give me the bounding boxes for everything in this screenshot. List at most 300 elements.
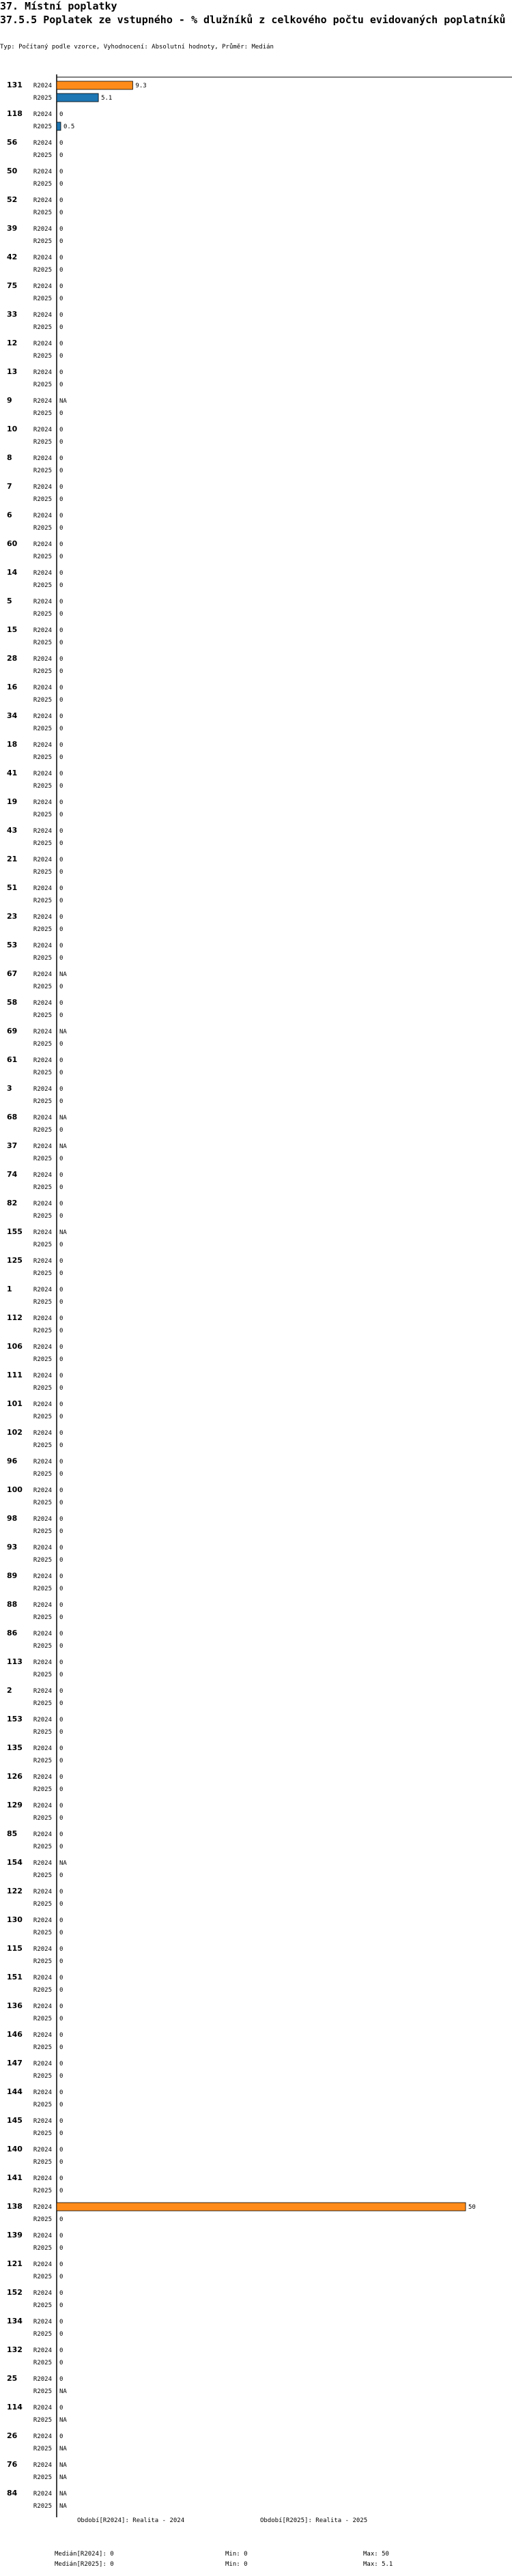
value-label: 0 (59, 1614, 63, 1621)
category-label: 52 (7, 195, 18, 204)
series-label: R2024 (33, 627, 52, 634)
series-label: R2024 (33, 1487, 52, 1494)
series-label: R2025 (33, 2503, 52, 2510)
category-label: 69 (7, 1027, 18, 1035)
series-label: R2025 (33, 1500, 52, 1506)
value-label: 0 (59, 1184, 63, 1191)
value-label: 0 (59, 1745, 63, 1752)
value-label: 0.5 (63, 124, 75, 130)
category-label: 58 (7, 998, 18, 1007)
value-label: 0 (59, 955, 63, 962)
value-label: NA (59, 1029, 67, 1035)
value-label: 0 (59, 1643, 63, 1650)
series-label: R2024 (33, 1401, 52, 1408)
category-label: 132 (7, 2345, 23, 2354)
category-label: 68 (7, 1113, 18, 1121)
value-label: 0 (59, 353, 63, 360)
series-label: R2024 (33, 2319, 52, 2325)
category-label: 23 (7, 912, 18, 921)
series-label: R2024 (33, 1860, 52, 1867)
value-label: 0 (59, 1688, 63, 1695)
value-label: 0 (59, 1328, 63, 1334)
series-label: R2025 (33, 2102, 52, 2108)
value-label: 0 (59, 1774, 63, 1781)
series-label: R2025 (33, 1414, 52, 1420)
value-label: 0 (59, 828, 63, 835)
category-label: 147 (7, 2059, 23, 2067)
value-label: 0 (59, 169, 63, 175)
category-label: 53 (7, 941, 18, 949)
series-label: R2025 (33, 1700, 52, 1707)
value-label: 0 (59, 2319, 63, 2325)
value-label: 0 (59, 713, 63, 720)
series-label: R2025 (33, 2417, 52, 2424)
series-label: R2025 (33, 1385, 52, 1392)
series-label: R2024 (33, 1688, 52, 1695)
value-label: 0 (59, 267, 63, 274)
series-label: R2025 (33, 640, 52, 646)
series-label: R2024 (33, 713, 52, 720)
value-label: 0 (59, 898, 63, 904)
category-label: 96 (7, 1457, 18, 1465)
value-label: 0 (59, 2331, 63, 2338)
series-label: R2025 (33, 496, 52, 503)
value-label: 0 (59, 869, 63, 876)
series-label: R2025 (33, 324, 52, 331)
value-label: 0 (59, 754, 63, 761)
series-label: R2025 (33, 439, 52, 446)
series-label: R2024 (33, 427, 52, 433)
category-label: 85 (7, 1829, 18, 1838)
value-label: 0 (59, 1946, 63, 1953)
value-label: 0 (59, 255, 63, 261)
value-label: NA (59, 2474, 67, 2481)
category-label: 39 (7, 224, 18, 233)
value-label: 0 (59, 926, 63, 933)
series-label: R2024 (33, 1717, 52, 1723)
series-label: R2025 (33, 898, 52, 904)
series-label: R2025 (33, 353, 52, 360)
category-label: 6 (7, 511, 12, 519)
value-label: 0 (59, 1471, 63, 1478)
value-label: 50 (468, 2204, 476, 2211)
value-label: 0 (59, 341, 63, 347)
series-label: R2025 (33, 1442, 52, 1449)
category-label: 129 (7, 1801, 23, 1809)
series-label: R2024 (33, 2061, 52, 2067)
value-label: 0 (59, 2188, 63, 2194)
series-label: R2025 (33, 1356, 52, 1363)
value-label: 0 (59, 554, 63, 560)
value-label: 0 (59, 1172, 63, 1179)
value-label: 0 (59, 1287, 63, 1293)
series-label: R2024 (33, 2175, 52, 2182)
series-label: R2024 (33, 1258, 52, 1265)
value-label: 0 (59, 2147, 63, 2153)
series-label: R2024 (33, 2491, 52, 2498)
series-label: R2024 (33, 140, 52, 147)
series-label: R2024 (33, 1115, 52, 1121)
value-label: 0 (59, 2360, 63, 2366)
category-label: 3 (7, 1084, 12, 1093)
series-label: R2024 (33, 1315, 52, 1322)
series-label: R2024 (33, 2290, 52, 2297)
series-label: R2025 (33, 1041, 52, 1048)
series-label: R2024 (33, 283, 52, 290)
category-label: 51 (7, 883, 18, 892)
value-label: 0 (59, 2016, 63, 2022)
value-label: 0 (59, 1258, 63, 1265)
value-label: 0 (59, 2261, 63, 2268)
category-label: 84 (7, 2489, 18, 2498)
value-label: NA (59, 971, 67, 978)
series-label: R2025 (33, 2302, 52, 2309)
value-label: 0 (59, 455, 63, 462)
series-label: R2025 (33, 754, 52, 761)
series-label: R2024 (33, 1803, 52, 1809)
series-label: R2024 (33, 570, 52, 577)
value-label: 0 (59, 2245, 63, 2252)
series-label: R2025 (33, 1528, 52, 1535)
value-label: 0 (59, 1299, 63, 1306)
value-label: 0 (59, 2032, 63, 2039)
value-label: 0 (59, 1786, 63, 1793)
series-label: R2025 (33, 984, 52, 990)
series-label: R2025 (33, 955, 52, 962)
value-label: 0 (59, 210, 63, 216)
series-label: R2024 (33, 1086, 52, 1093)
stat-median-r2025: Medián[R2025]: 0 (55, 2561, 114, 2568)
value-label: NA (59, 1860, 67, 1867)
value-label: 0 (59, 496, 63, 503)
value-label: 0 (59, 640, 63, 646)
category-label: 50 (7, 167, 18, 175)
series-label: R2024 (33, 1975, 52, 1981)
series-label: R2024 (33, 341, 52, 347)
series-label: R2025 (33, 1213, 52, 1220)
category-label: 145 (7, 2116, 23, 2125)
series-label: R2025 (33, 2446, 52, 2452)
category-label: 82 (7, 1199, 18, 1207)
value-label: 0 (59, 1528, 63, 1535)
series-label: R2025 (33, 1987, 52, 1994)
series-label: R2024 (33, 2003, 52, 2010)
value-label: 0 (59, 2433, 63, 2440)
series-label: R2025 (33, 1786, 52, 1793)
section-title: 37. Místní poplatky (0, 0, 117, 12)
series-label: R2024 (33, 1143, 52, 1150)
category-label: 125 (7, 1256, 23, 1265)
value-label: 0 (59, 1975, 63, 1981)
series-label: R2025 (33, 1098, 52, 1105)
series-label: R2024 (33, 1229, 52, 1236)
value-label: 0 (59, 857, 63, 863)
value-label: 0 (59, 1414, 63, 1420)
series-label: R2025 (33, 1557, 52, 1564)
series-label: R2024 (33, 971, 52, 978)
category-label: 135 (7, 1743, 23, 1752)
value-label: 0 (59, 1889, 63, 1895)
value-label: NA (59, 2446, 67, 2452)
series-label: R2024 (33, 398, 52, 405)
bar-r2025 (57, 122, 61, 130)
category-label: 13 (7, 367, 18, 376)
value-label: 0 (59, 1201, 63, 1207)
bar-r2025 (57, 94, 98, 102)
value-label: 0 (59, 140, 63, 147)
series-label: R2024 (33, 1545, 52, 1551)
series-label: R2025 (33, 554, 52, 560)
category-label: 37 (7, 1141, 18, 1150)
value-label: NA (59, 398, 67, 405)
value-label: 0 (59, 627, 63, 634)
series-label: R2025 (33, 1958, 52, 1965)
series-label: R2024 (33, 2118, 52, 2125)
category-label: 141 (7, 2173, 23, 2182)
category-label: 19 (7, 797, 18, 806)
series-label: R2025 (33, 2245, 52, 2252)
category-label: 93 (7, 1543, 18, 1551)
category-label: 33 (7, 310, 18, 319)
category-label: 140 (7, 2145, 23, 2153)
series-label: R2024 (33, 1573, 52, 1580)
category-label: 122 (7, 1887, 23, 1895)
value-label: NA (59, 1115, 67, 1121)
value-label: 0 (59, 1373, 63, 1379)
value-label: 0 (59, 369, 63, 376)
stat-min-r2024: Min: 0 (225, 2551, 248, 2558)
value-label: 0 (59, 1012, 63, 1019)
series-label: R2025 (33, 2188, 52, 2194)
value-label: 0 (59, 1672, 63, 1678)
value-label: 0 (59, 2073, 63, 2080)
series-label: R2025 (33, 382, 52, 388)
value-label: 0 (59, 840, 63, 847)
category-label: 88 (7, 1600, 18, 1609)
category-label: 152 (7, 2288, 23, 2297)
series-label: R2025 (33, 1242, 52, 1248)
series-label: R2025 (33, 95, 52, 102)
series-label: R2024 (33, 1459, 52, 1465)
category-label: 146 (7, 2030, 23, 2039)
category-label: 136 (7, 2001, 23, 2010)
chart-title: 37.5.5 Poplatek ze vstupného - % dlužníků z celkového počtu evidovaných poplatníků (0, 14, 506, 26)
stat-min-r2025: Min: 0 (225, 2561, 248, 2568)
series-label: R2024 (33, 828, 52, 835)
category-label: 67 (7, 969, 18, 978)
series-label: R2025 (33, 124, 52, 130)
series-label: R2024 (33, 2032, 52, 2039)
series-label: R2025 (33, 668, 52, 675)
series-label: R2025 (33, 1930, 52, 1936)
series-label: R2024 (33, 312, 52, 319)
category-label: 74 (7, 1170, 18, 1179)
series-label: R2025 (33, 2331, 52, 2338)
series-label: R2024 (33, 2233, 52, 2239)
value-label: NA (59, 2491, 67, 2498)
category-label: 60 (7, 539, 18, 548)
series-label: R2024 (33, 943, 52, 949)
category-label: 144 (7, 2087, 23, 2096)
value-label: 0 (59, 1086, 63, 1093)
value-label: 0 (59, 726, 63, 732)
series-label: R2025 (33, 2274, 52, 2280)
value-label: 0 (59, 1213, 63, 1220)
value-label: 0 (59, 1242, 63, 1248)
value-label: 0 (59, 1344, 63, 1351)
series-label: R2025 (33, 697, 52, 704)
series-label: R2024 (33, 2433, 52, 2440)
value-label: 0 (59, 1315, 63, 1322)
value-label: 0 (59, 1958, 63, 1965)
series-label: R2024 (33, 1659, 52, 1666)
chart-subtitle: Typ: Počítaný podle vzorce, Vyhodnocení: Absolutní hodnoty, Průměr: Medián (0, 44, 274, 51)
series-label: R2024 (33, 885, 52, 892)
series-label: R2025 (33, 410, 52, 417)
value-label: NA (59, 2388, 67, 2395)
series-label: R2025 (33, 1299, 52, 1306)
value-label: 0 (59, 2118, 63, 2125)
series-label: R2025 (33, 812, 52, 818)
series-label: R2024 (33, 771, 52, 777)
value-label: 0 (59, 181, 63, 188)
value-label: 0 (59, 1070, 63, 1076)
series-label: R2025 (33, 2216, 52, 2223)
value-label: 0 (59, 2102, 63, 2108)
series-label: R2025 (33, 1471, 52, 1478)
series-label: R2025 (33, 2016, 52, 2022)
series-label: R2024 (33, 2405, 52, 2412)
category-label: 10 (7, 425, 18, 433)
category-label: 56 (7, 138, 18, 147)
value-label: 0 (59, 1631, 63, 1637)
series-label: R2024 (33, 1430, 52, 1437)
value-label: 0 (59, 1098, 63, 1105)
category-label: 155 (7, 1227, 23, 1236)
series-label: R2025 (33, 1012, 52, 1019)
series-label: R2025 (33, 210, 52, 216)
category-label: 130 (7, 1915, 23, 1924)
series-label: R2024 (33, 656, 52, 663)
value-label: 0 (59, 324, 63, 331)
category-label: 101 (7, 1399, 23, 1408)
value-label: 0 (59, 799, 63, 806)
series-label: R2025 (33, 1156, 52, 1162)
value-label: 0 (59, 611, 63, 618)
value-label: 5.1 (101, 95, 113, 102)
value-label: 0 (59, 1057, 63, 1064)
value-label: 0 (59, 1430, 63, 1437)
value-label: 0 (59, 111, 63, 118)
stat-max-r2024: Max: 50 (363, 2551, 389, 2558)
category-label: 98 (7, 1514, 18, 1523)
series-label: R2024 (33, 685, 52, 691)
category-label: 112 (7, 1313, 23, 1322)
category-label: 139 (7, 2231, 23, 2239)
series-label: R2025 (33, 2388, 52, 2395)
series-label: R2024 (33, 541, 52, 548)
value-label: 0 (59, 885, 63, 892)
value-label: 0 (59, 1901, 63, 1908)
series-label: R2024 (33, 1029, 52, 1035)
value-label: 0 (59, 2376, 63, 2383)
value-label: 0 (59, 2159, 63, 2166)
series-label: R2025 (33, 1643, 52, 1650)
category-label: 14 (7, 568, 18, 577)
series-label: R2025 (33, 296, 52, 302)
series-label: R2025 (33, 783, 52, 790)
value-label: 0 (59, 1487, 63, 1494)
series-label: R2024 (33, 1602, 52, 1609)
category-label: 113 (7, 1657, 23, 1666)
category-label: 25 (7, 2374, 18, 2383)
series-label: R2025 (33, 582, 52, 589)
value-label: 0 (59, 296, 63, 302)
value-label: 0 (59, 783, 63, 790)
value-label: 0 (59, 1729, 63, 1736)
category-label: 154 (7, 1858, 23, 1867)
category-label: 118 (7, 109, 23, 118)
value-label: NA (59, 1229, 67, 1236)
value-label: 0 (59, 312, 63, 319)
series-label: R2025 (33, 869, 52, 876)
value-label: 0 (59, 525, 63, 532)
value-label: 0 (59, 468, 63, 474)
value-label: 0 (59, 1385, 63, 1392)
category-label: 89 (7, 1571, 18, 1580)
value-label: 0 (59, 2175, 63, 2182)
value-label: 0 (59, 1758, 63, 1764)
series-label: R2024 (33, 197, 52, 204)
value-label: 0 (59, 1573, 63, 1580)
series-label: R2025 (33, 468, 52, 474)
category-label: 138 (7, 2202, 23, 2211)
category-label: 28 (7, 654, 18, 663)
category-label: 16 (7, 683, 18, 691)
category-label: 76 (7, 2460, 18, 2469)
value-label: 0 (59, 1803, 63, 1809)
category-label: 134 (7, 2317, 23, 2325)
series-label: R2024 (33, 455, 52, 462)
bar-r2024 (57, 81, 132, 89)
value-label: 0 (59, 697, 63, 704)
bar-r2024 (57, 2203, 466, 2211)
value-label: NA (59, 2462, 67, 2469)
category-label: 15 (7, 625, 18, 634)
series-label: R2025 (33, 181, 52, 188)
series-label: R2025 (33, 2360, 52, 2366)
series-label: R2025 (33, 1328, 52, 1334)
value-label: 0 (59, 582, 63, 589)
value-label: 0 (59, 2061, 63, 2067)
category-label: 102 (7, 1428, 23, 1437)
category-label: 18 (7, 740, 18, 749)
value-label: 0 (59, 1930, 63, 1936)
value-label: 0 (59, 771, 63, 777)
category-label: 1 (7, 1285, 12, 1293)
series-label: R2024 (33, 1287, 52, 1293)
series-label: R2025 (33, 1758, 52, 1764)
series-label: R2024 (33, 1889, 52, 1895)
series-label: R2025 (33, 1872, 52, 1879)
value-label: 0 (59, 1872, 63, 1879)
series-label: R2025 (33, 926, 52, 933)
series-label: R2024 (33, 1172, 52, 1179)
series-label: R2025 (33, 2159, 52, 2166)
series-label: R2024 (33, 1057, 52, 1064)
series-label: R2025 (33, 840, 52, 847)
category-label: 131 (7, 81, 23, 89)
